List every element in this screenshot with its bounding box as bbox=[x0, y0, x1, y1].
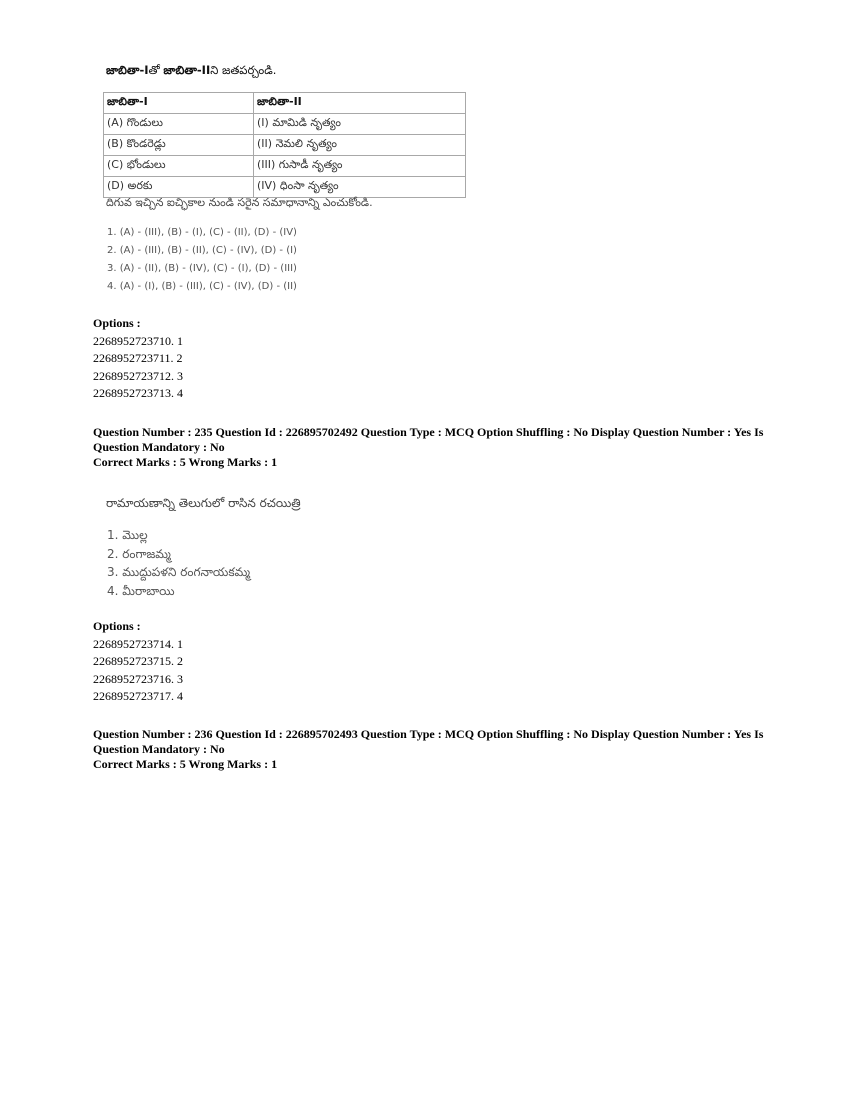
options-label: Options : bbox=[93, 316, 141, 330]
table-header-row bbox=[104, 93, 466, 114]
table-row bbox=[104, 177, 466, 198]
marks-line: Correct Marks : 5 Wrong Marks : 1 bbox=[93, 757, 278, 771]
table-cell: (D) అరకు bbox=[104, 177, 254, 198]
question-info-line: Question Mandatory : No bbox=[93, 440, 225, 454]
answer-choice: 4. మీరాబాయి bbox=[107, 583, 175, 598]
list1-ref: జాబితా-I bbox=[106, 63, 149, 77]
answer-choice: 3. (A) - (II), (B) - (IV), (C) - (I), (D) - (III) bbox=[107, 263, 297, 274]
table-row bbox=[104, 135, 466, 156]
question-info-line: Question Number : 236 Question Id : 226895702493 Question Type : MCQ Option Shuffling : No Display Question Number : Yes Is bbox=[93, 727, 764, 741]
answer-choice: 3. ముద్దుపళని రంగనాయకమ్మ bbox=[107, 565, 251, 579]
option-id: 2268952723716. 3 bbox=[93, 671, 183, 686]
answer-choice: 4. (A) - (I), (B) - (III), (C) - (IV), (D) - (II) bbox=[107, 281, 297, 292]
match-instruction-header bbox=[106, 63, 276, 80]
option-id: 2268952723713. 4 bbox=[93, 386, 183, 400]
table-cell: (IV) ధింసా నృత్యం bbox=[254, 177, 466, 198]
answer-choice: 2. (A) - (III), (B) - (II), (C) - (IV), (D) - (I) bbox=[107, 245, 297, 256]
answer-choice: 2. రంగాజమ్మ bbox=[107, 546, 171, 561]
option-id: 2268952723712. 3 bbox=[93, 368, 183, 383]
options-block bbox=[93, 618, 183, 706]
marks-line: Correct Marks : 5 Wrong Marks : 1 bbox=[93, 455, 278, 469]
option-id: 2268952723710. 1 bbox=[93, 333, 183, 348]
option-id: 2268952723715. 2 bbox=[93, 654, 183, 668]
question-info-line: Question Number : 235 Question Id : 226895702492 Question Type : MCQ Option Shuffling : No Display Question Number : Yes Is bbox=[93, 425, 764, 439]
select-answer-instruction: దిగువ ఇచ్చిన ఐచ్ఛికాల నుండి సరైన సమాధానాన్ని ఎంచుకోండి. bbox=[106, 196, 373, 209]
list2-ref: జాబితా-II bbox=[163, 63, 211, 77]
question-text: రామాయణాన్ని తెలుగులో రాసిన రచయిత్రి bbox=[106, 496, 301, 510]
match-table bbox=[103, 92, 466, 198]
options-block bbox=[93, 315, 183, 403]
answer-choices-list bbox=[107, 226, 297, 298]
answer-choice: 1. మొల్ల bbox=[107, 528, 148, 542]
question-info bbox=[93, 425, 773, 470]
answer-choices-list bbox=[107, 527, 250, 601]
table-cell: (I) మామిడి నృత్యం bbox=[254, 114, 466, 135]
table-cell: (II) నెమలి నృత్యం bbox=[254, 135, 466, 156]
question-info bbox=[93, 727, 773, 772]
answer-choice: 1. (A) - (III), (B) - (I), (C) - (II), (D) - (IV) bbox=[107, 227, 297, 238]
column-header: జాబితా-II bbox=[254, 93, 466, 114]
column-header: జాబితా-I bbox=[104, 93, 254, 114]
table-cell: (A) గొండులు bbox=[104, 114, 254, 135]
table-cell: (III) గుసాడీ నృత్యం bbox=[254, 156, 466, 177]
table-cell: (C) భోండులు bbox=[104, 156, 254, 177]
option-id: 2268952723717. 4 bbox=[93, 689, 183, 703]
option-id: 2268952723711. 2 bbox=[93, 351, 183, 365]
question-info-line: Question Mandatory : No bbox=[93, 742, 225, 756]
table-row bbox=[104, 114, 466, 135]
header-suffix: ని జతపర్చండి. bbox=[210, 63, 277, 77]
table-cell: (B) కొండరెడ్లు bbox=[104, 135, 254, 156]
header-middle: తో bbox=[148, 63, 164, 77]
options-label: Options : bbox=[93, 619, 141, 633]
table-row bbox=[104, 156, 466, 177]
option-id: 2268952723714. 1 bbox=[93, 636, 183, 651]
